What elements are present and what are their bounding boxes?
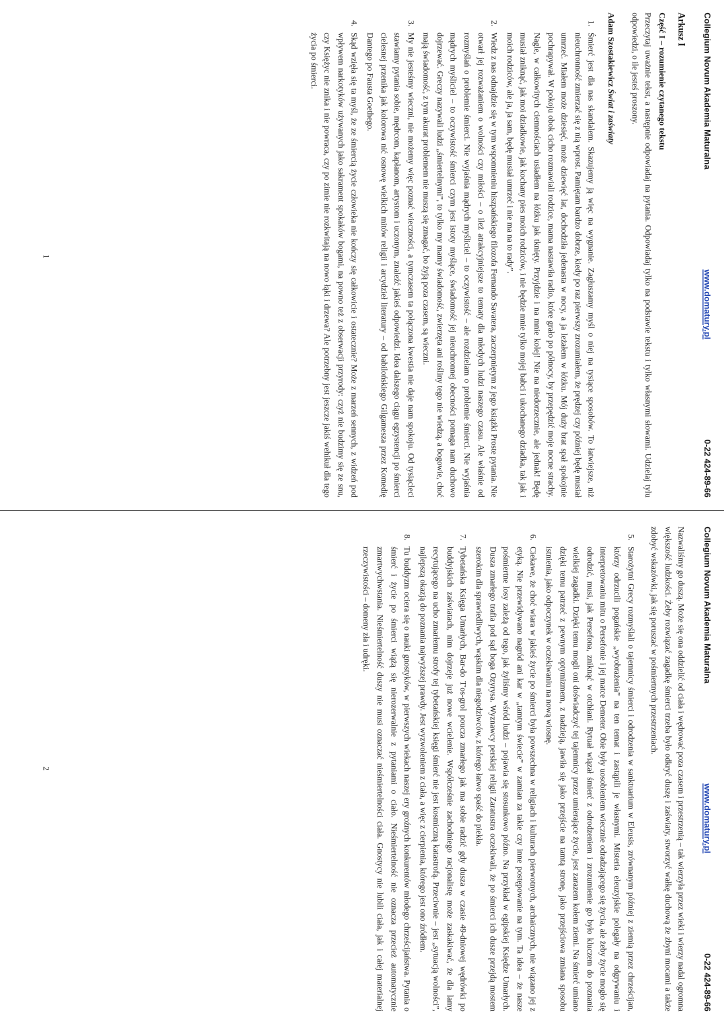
page-header bbox=[700, 13, 714, 498]
page-1-content bbox=[8, 3, 718, 508]
page-2 bbox=[0, 514, 724, 1024]
paragraph-item: 3. My nie jesteśmy wieczni, nie możemy więc poznać wieczności, a tymczasem ta połączona kwestia nie daje nam spokoju. Od tysiącleci stawiamy pytania sobie, mędrcom, kapłanom, artystom i uczonym, znaleźć jakieś odpowiedzi. Idea dalszego ciągu egzystencji po śmierci cielesnej przenika jak kolorowa nić osnowę wielkich mitów religii i arcydzieł literatury – od babilońskiego Gilgamesza przez Komedię Dantego po Fausta Goethego. bbox=[363, 29, 417, 498]
phone-number: 0-22 424-89-66 bbox=[702, 953, 713, 1012]
paragraph-item: 8. Tu buddyzm ociera się o nauki gnostyków, w pierwszych wiekach naszej ery groźnych konkurentów młodego chrześcijaństwa. Pytania o śmierć i życie po śmierci wiążą się nierozerwalnie z pytaniami o ciało. Nieśmiertelność nie oznacza przecież automatycznie zmartwychwstania. Nieśmiertelność duszy nie musi oznaczać nieśmiertelności ciała. Gnostycy nie lubili ciała, jak i całej materialnej rzeczywistości – domeny zła i udręki. bbox=[359, 543, 413, 1012]
sheet-title: Arkusz I bbox=[676, 12, 687, 47]
paragraph-item: 6. Ciekawe, że choć wiara w jakieś życie po śmierci była powszechna w religiach i kulturach pierwotnych, archaicznych, nie wiązano jej z etyką. Nie przewidywano nagród ani kar w „tamtym świecie” w zamian za takie czy inne postępowanie na tym. Ta idea – że nasze pośmiertne losy zależą od tego, jak żyliśmy wśród ludzi – pojawia się stosunkowo późno. Na przykład w egipskiej Księdze Umarłych. Dusza zmarłego trafia pod sąd boga Ozyrysa. Wyznawcy perskiej religii Zaratustra oczekiwali, że po śmierci ich dusze przejdą mostem szerokim dla sprawiedliwych, wąskim dla niegodziwców, z którego łatwo spaść do piekła. bbox=[472, 543, 540, 1012]
continuation-text: Nazwaliśmy go duszą. Może się ona oddzielić od ciała i wędrować poza czasem i przestrzenią – tak wierzyła przez wieki i wierzy nadal ogromna większość ludzkości. Żeby rozwiązać zagadkę śmierci trzeba było odkryć duszę i zaświaty, stworzyć wałkę duchową że zbyni mocami a także zdobyć wskazówki, jak się poruszać w pośmiertnych przestrzeniach. bbox=[649, 526, 686, 1012]
paragraph-item: 2. Wiedz z nas odnajdzie się w tym wspomnieniu hiszpańskiego filozofa Fernando Savatera, zaczerpniętym z jego książki Proste pytania. Nie otwarł jej rozważaniem o wolności czy miłości – o ileż atrakcyjniejsze to tematy dla młodych ludzi naszego czasu. Ale właśnie od rozmyślań o problemie śmierci. Nie wyjaśnia mądrych myśliciel – to oczywistość – ale rozdzielam o problemie śmierci. Nie wyjaśnia mądrych myśliciel – to oczywistość śmierci czym jest istoty myślące, świadomość jej nieuchronnej obecności pomaga nam duchowo dojrzewać. Greczy nazywali ludzi „śmiertelnymi”, to tylko my mamy świadomość, zwierzęta ani rośliny tego nie wiedzą, a bogowie, choć mają świadomość, z tym akurat problemem nie muszą się zmagać, bo żyją poza czasem, są wieczni. bbox=[419, 29, 501, 498]
instructions: Przeczytaj uważnie tekst, a następnie odpowiadaj na pytania. Odpowiadaj tylko na podstawie tekstu i tylko własnymi słowami. Udzielaj tylu odpowiedzi, o ile jesteś proszony. bbox=[630, 12, 653, 498]
paragraph-list bbox=[306, 13, 597, 498]
text-title: Świat i zaświaty bbox=[606, 89, 617, 145]
page-header bbox=[700, 527, 714, 1012]
school-name: Collegium Novum Akademia Maturalna bbox=[702, 12, 713, 170]
page-number: 1 bbox=[41, 254, 51, 259]
paragraph-item: 5. Starożytni Grecy rozmyślali o tajemnicy śmierci i odrodzenia w sanktuarium w Eleusis, zrównanym później z ziemią przez chrześcijan, którzy odrzucili pogańskie „wyobrażenia” na ten temat i zastąpili je własnymi. Misteria eleuzyjskie polegały na odgrywaniu i interpretowaniu mitu o Persefonie i jej matce Demeter. Obie były uosobieniem wiecznie odradzającego się życia, ale żeby życie mogło się odrodzić, musi, jak Persefona, zniknąć w otchłani. Rytuał wiązał śmierć z odrodzeniem i zrozumienie go było kluczem do poznania wielkiej zagadki. Dzięki temu mogli oni doświadczyć tej tajemnicy przez umierające życie, jest zarazem kołem ziemi. Na śmierć umiano dzięki temu patrzeć z pewnym optymizmem, z nadzieją, jawiła się jako przejście na tamtą stronę, jako przejściowa zmiana sposobu istnienia, jako odpoczynek w oczekiwaniu na nową wiosnę. bbox=[542, 543, 637, 1012]
page-1 bbox=[0, 0, 724, 510]
page-divider bbox=[0, 510, 724, 511]
website-link[interactable]: www.domatury.pl bbox=[702, 269, 713, 340]
page-number: 2 bbox=[41, 766, 51, 771]
text-author: Adam Szostakiewicz bbox=[606, 12, 617, 89]
paragraph-item: 1. Śmierć jest dla nas skandalem. Skazujemy ją więc na wygnanie. Zagłuszamy myśl o niej na tysiące sposobów. To łatwiejsze, niż nieuchronność zmierzać się z nią wprost. Pamiętam bardzo dobrze, kiedy po raz pierwszy zrozumiałem, że prędzej czy później będę musiał umrzeć. Miałem może dziesięć, może dziewięć lat, dochodziła jedenasta w nocy, a ja leżałem w łóżku. Mój duży brat spał spokojnie pochrapywał. W pokoju obok cicho rozmawiali rodzice, mama nastawiła radio, które grało po północy, by przepędzić moje nocne strachy. Nagle, w całkowitych ciemnościach usiadłem na łóżku jak tknięty. Przyjdzie i na mnie kolej! Nie na niedorzecznie, ale jednak! Będę musiał zniknąć, jak moi dziadkowie, jak kochany pies moich rodziców, i nie będzie mnie tylko mojej babci i ukochanego dziadka, tak jak i moich rodziców, ale ja, ja sam, będę musiał umrzeć i nie ma na to rady”. bbox=[503, 29, 598, 498]
paragraph-item: 4. Skąd wzięła się ta myśl, że ze śmiercią życie człowieka nie kończy się całkowicie i ostatecznie? Może z marzeń sennych, z widzeń pod wpływem narkotyków używanych jako sakrament spokaków bogami, na powno też z obserwacji przyrody: czyż nie budzimy się ze snu, czy Księżyc nie znika i nie powraca, czy po zimie nie rozkwitają na nowo łąki i drzewa? Ale potrzebny jest jeszcze jakiś wehikuł dla tego życia po śmierci. bbox=[306, 29, 360, 498]
text-heading bbox=[604, 13, 618, 498]
part-title: Część I – rozumienie czytanego tekstu bbox=[657, 12, 668, 150]
school-name: Collegium Novum Akademia Maturalna bbox=[702, 526, 713, 684]
paragraph-item: 7. Tybetańska Księga Umarłych, Bar-do T'os-grol poucza zmarłego jak ma sobie radzić gdy dusza w czasie 49-dniowej wędrówki po buddyjskich zaświatach, nim dojrzeje już nowe wcielenie. Współcześnie zachodniego racjonalistę może zaskakiwać, że dla lamy recytującego na ucho zmarłemu strofy tej tybetańskiej księgi śmierć nie jest kosmiczną katastrofą. Przeciwnie – jest „sytuacją wolności”, najlepszą okazją do poznania najwyższej prawdy. Jest wyzwoleniem z ciała, a więc z cierpienia, którego jest ono źródłem. bbox=[416, 543, 470, 1012]
paragraph-list bbox=[359, 527, 637, 1012]
website-link[interactable]: www.domatury.pl bbox=[702, 783, 713, 854]
phone-number: 0-22 424-89-66 bbox=[702, 439, 713, 498]
page-2-content bbox=[8, 517, 718, 1022]
